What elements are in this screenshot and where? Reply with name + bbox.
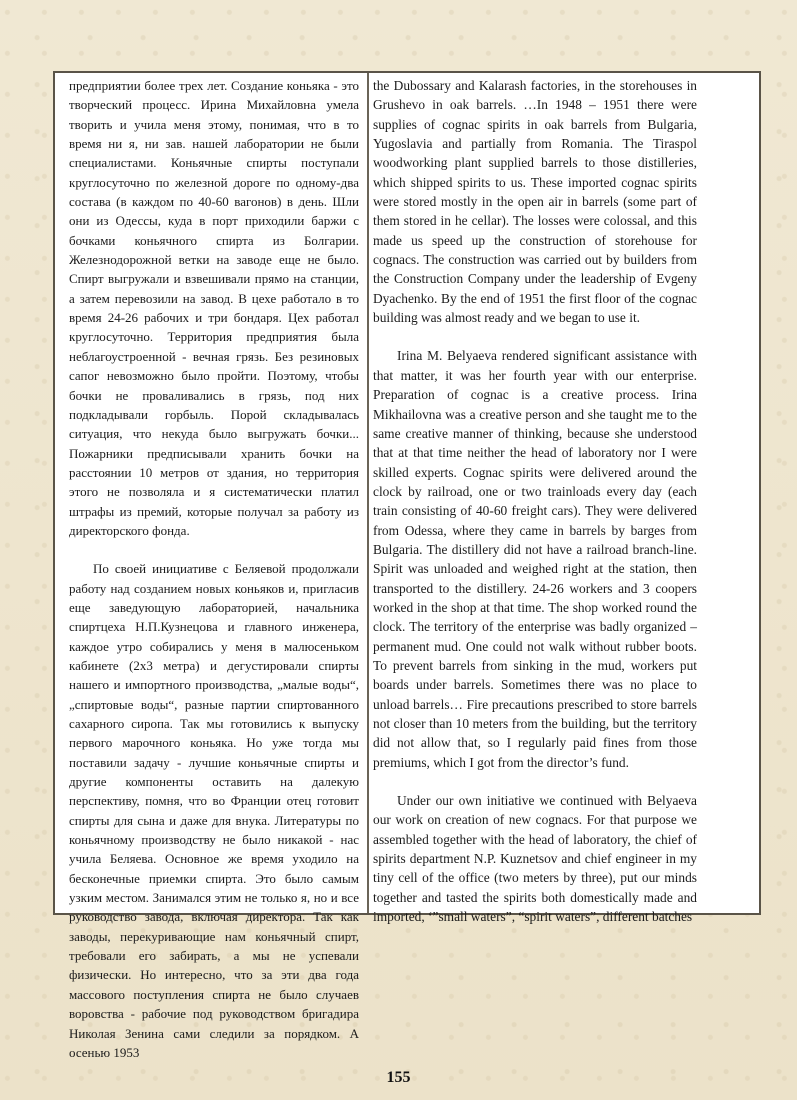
paragraph: Under our own initiative we continued with Belyaeva our work on creation of new cognacs. For that purpose we assembled together with the head of laboratory, the chief of spirits department N.P. Kuznetsov and chief engineer in my tiny cell of the office (two meters by three), put our minds together and tasted the spirits both domestically made and imported, ‘”small waters”, “spirit waters”, different batches — [373, 793, 697, 925]
paragraph: предприятии более трех лет. Создание коньяка - это творческий процесс. Ирина Михайловна умела творить и учила меня этому, понимая, что в то время ни я, ни зав. нашей лаборатории не были специалистами. Коньячные спирты поступали круглосуточно по железной дороге по одному-два состава (в каждом по 40-60 вагонов) в день. Шли они из Одессы, куда в порт приходили баржи с бочками коньячного спирта из Болгарии. Железнодорожной ветки на заводе еще не было. Спирт выгружали и взвешивали прямо на станции, а затем перевозили на завод. В цехе работало в то время 24-26 рабочих и три бондаря. Цех работал круглосуточно. Территория предприятия была неблагоустроенной - вечная грязь. Без резиновых сапог невозможно было пройти. Поэтому, чтобы бочки не проваливались в грязь, под них подкладывали горбыль. Порой складывалась ситуация, что некуда было выгружать бочки... Пожарники предписывали хранить бочки на расстоянии 10 метров от здания, но территория этого не позволяла и я систематически платил штрафы из премий, которые получал за работу из директорского фонда. — [69, 78, 359, 538]
english-text-column — [373, 76, 697, 926]
column-divider — [367, 73, 369, 913]
paragraph: По своей инициативе с Беляевой продолжали работу над созданием новых коньяков и, пригласив еще заведующую лабораторией, начальника спиртцеха Н.П.Кузнецова и главного инженера, каждое утро собирались у меня в малюсеньком кабинете (2х3 метра) и дегустировали спирты нашего и импортного производства, „малые воды“, „спиртовые воды“, разные партии спиртованного сахарного сиропа. Так мы готовились к выпуску первого марочного коньяка. Но уже тогда мы поставили задачу - лучшие коньячные спирты и другие компоненты оставить на далекую перспективу, помня, что во Франции отец готовит спирты для сына и даже для внука. Литературы по коньячному производству не было никакой - нас учила Беляева. Основное же время уходило на бесконечные приемки спирта. Это было самым узким местом. Занимался этим не только я, но и все руководство завода, включая директора. Так как заводы, перекуривающие нам коньячный спирт, требовали его забирать, а мы не успевали физически. Но интересно, что за эти два года массового поступления спирта не было случаев воровства - рабочие под руководством бригадира Николая Зенина сами следили за порядком. А осенью 1953 — [69, 561, 359, 1060]
paragraph: the Dubossary and Kalarash factories, in the storehouses in Grushevo in oak barrels. …In 1948 – 1951 there were supplies of cognac spirits in oak barrels from Bulgaria, Yugoslavia and partially from Romania. The Tiraspol woodworking plant supplied barrels to those distilleries, which shipped spirits to us. These imported cognac spirits were stored mostly in the open air in barrels (some part of them stored in he cellar). The losses were colossal, and this made us speed up the construction of storehouse for cognacs. The construction was carried out by builders from the Construction Company under the leadership of Evgeny Dyachenko. By the end of 1951 the first floor of the cognac building was almost ready and we began to use it. — [373, 78, 697, 326]
paragraph: Irina M. Belyaeva rendered significant assistance with that matter, it was her fourth year with our enterprise. Preparation of cognac is a creative process. Irina Mikhailovna was a creative person and she taught me to the same creative manner of thinking, because she understood that at that time neither the head of laboratory nor I were skilled experts. Cognac spirits were delivered around the clock by railroad, one or two trainloads every day (each train consisting of 40-60 freight cars). They were delivered from Odessa, where they came in barrels by barges from Bulgaria. The distillery did not have a railroad branch-line. Spirit was unloaded and weighed right at the station, then transported to the distillery. 24-26 workers and 3 coopers worked in the shop at that time. The shop worked round the clock. The territory of the enterprise was badly organized – permanent mud. One could not walk without rubber boots. To prevent barrels from sinking in the mud, workers put boards under barrels. Sometimes there was no place to unload barrels… Fire precautions prescribed to store barrels not closer than 10 meters from the building, but the territory did not allow that, so I regularly paid fines from those premiums, which I got from the director’s fund. — [373, 348, 697, 770]
russian-text-column — [69, 76, 359, 1062]
page-number: 155 — [386, 1069, 411, 1086]
